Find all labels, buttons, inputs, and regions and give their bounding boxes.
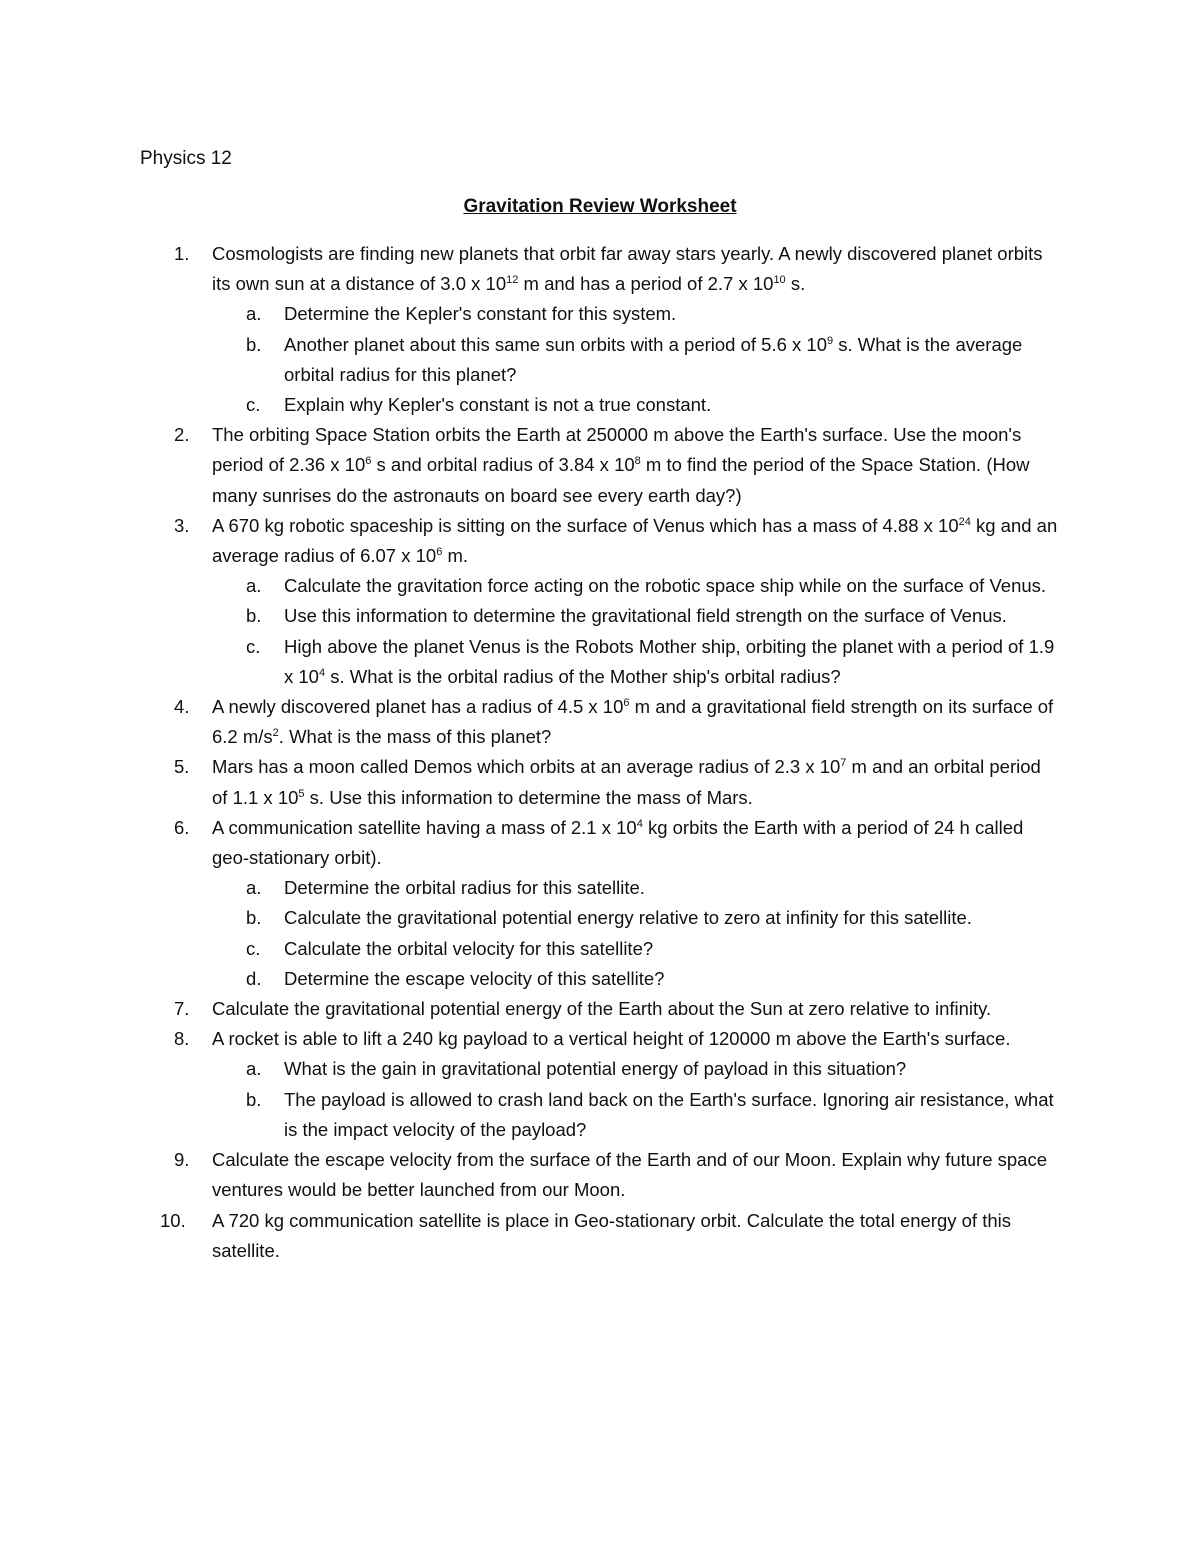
question-item — [140, 752, 1060, 812]
sub-question-text — [284, 632, 1060, 692]
text-run: A 670 kg robotic spaceship is sitting on the surface of Venus which has a mass of 4.88 x 10 — [212, 514, 959, 536]
text-run: kg orbits the Earth with a period of 24 h called geo-stationary orbit). — [212, 816, 1024, 869]
text-run: What is the gain in gravitational potential energy of payload in this situation? — [284, 1058, 907, 1080]
question-item — [140, 1206, 1060, 1266]
sub-question-item — [140, 964, 1060, 994]
text-run: s. — [785, 273, 806, 295]
text-run: A communication satellite having a mass of 2.1 x 10 — [212, 816, 637, 838]
exponent: 2 — [272, 727, 279, 740]
text-run: A rocket is able to lift a 240 kg payload to a vertical height of 120000 m above the Earth's surface. — [212, 1028, 1011, 1050]
text-run: Explain why Kepler's constant is not a true constant. — [284, 394, 712, 416]
sub-question-letter: a. — [246, 575, 262, 597]
question-item — [140, 1024, 1060, 1054]
exponent: 4 — [318, 666, 326, 679]
sub-question-item — [140, 330, 1060, 390]
text-run: Calculate the gravitational potential energy relative to zero at infinity for this satellite. — [284, 907, 972, 929]
text-run: s. What is the orbital radius of the Mother ship's orbital radius? — [325, 665, 841, 687]
text-run: Calculate the gravitation force acting on the robotic space ship while on the surface of Venus. — [284, 575, 1047, 597]
question-text — [212, 239, 1060, 299]
exponent: 6 — [623, 696, 630, 709]
question-text — [212, 420, 1060, 511]
text-run: . What is the mass of this planet? — [278, 726, 552, 748]
sub-question-letter: d. — [246, 967, 262, 989]
text-run: The orbiting Space Station orbits the Earth at 250000 m above the Earth's surface. Use the moon's period of 2.36 x 10 — [212, 424, 1022, 476]
sub-question-item — [140, 873, 1060, 903]
exponent: 9 — [827, 334, 834, 347]
text-run: Cosmologists are finding new planets that orbit far away stars yearly. A newly discovered planet orbits its own sun at a distance of 3.0 x 10 — [212, 243, 1043, 295]
text-run: Mars has a moon called Demos which orbits at an average radius of 2.3 x 10 — [212, 756, 841, 778]
sub-question-text — [284, 299, 1060, 329]
text-run: Calculate the escape velocity from the surface of the Earth and of our Moon. Explain why future space ventures would be better launched from our Moon. — [212, 1149, 1048, 1201]
question-item — [140, 692, 1060, 752]
exponent: 5 — [298, 787, 305, 800]
sub-question-letter: c. — [246, 937, 261, 959]
text-run: Determine the orbital radius for this satellite. — [284, 877, 645, 899]
sub-question-item — [140, 934, 1060, 964]
sub-question-item — [140, 571, 1060, 601]
text-run: s. What is the average orbital radius for this planet? — [284, 333, 1023, 385]
text-run: A 720 kg communication satellite is place in Geo-stationary orbit. Calculate the total energy of this satellite. — [212, 1209, 1012, 1261]
sub-question-letter: b. — [246, 333, 262, 355]
exponent: 4 — [636, 817, 643, 830]
question-item — [140, 511, 1060, 571]
question-item — [140, 994, 1060, 1024]
sub-question-letter: b. — [246, 907, 262, 929]
question-text — [212, 994, 1060, 1024]
question-item — [140, 420, 1060, 511]
exponent: 7 — [840, 757, 847, 770]
sub-question-letter: a. — [246, 877, 262, 899]
question-number: 4. — [174, 696, 190, 718]
text-run: Another planet about this same sun orbits with a period of 5.6 x 10 — [284, 333, 827, 355]
question-item — [140, 1145, 1060, 1205]
question-text — [212, 511, 1060, 571]
text-run: Calculate the gravitational potential energy of the Earth about the Sun at zero relative to infinity. — [212, 998, 992, 1020]
text-run: kg and an average radius of 6.07 x 10 — [212, 514, 1058, 567]
text-run: Use this information to determine the gravitational field strength on the surface of Venus. — [284, 605, 1007, 627]
sub-question-text — [284, 873, 1060, 903]
sub-question-letter: c. — [246, 635, 261, 657]
question-item — [140, 813, 1060, 873]
sub-question-text — [284, 964, 1060, 994]
question-number: 7. — [174, 998, 190, 1020]
exponent: 24 — [958, 515, 971, 528]
text-run: m and an orbital period of 1.1 x 10 — [212, 756, 1041, 808]
text-run: Determine the escape velocity of this satellite? — [284, 967, 665, 989]
sub-question-letter: c. — [246, 394, 261, 416]
sub-question-text — [284, 330, 1060, 390]
sub-question-item — [140, 903, 1060, 933]
sub-question-text — [284, 390, 1060, 420]
text-run: m. — [442, 545, 469, 567]
question-number: 10. — [160, 1209, 186, 1231]
sub-question-item — [140, 632, 1060, 692]
question-number: 2. — [174, 424, 190, 446]
question-text — [212, 1024, 1060, 1054]
sub-question-item — [140, 1085, 1060, 1145]
sub-question-text — [284, 571, 1060, 601]
question-number: 5. — [174, 756, 190, 778]
exponent: 6 — [436, 545, 443, 558]
exponent: 8 — [634, 455, 641, 468]
text-run: m and a gravitational field strength on its surface of 6.2 m/s — [212, 696, 1054, 748]
sub-question-text — [284, 903, 1060, 933]
question-text — [212, 1206, 1060, 1266]
question-number: 6. — [174, 816, 190, 838]
text-run: High above the planet Venus is the Robots Mother ship, orbiting the planet with a period of 1.9 x 10 — [284, 635, 1055, 687]
question-text — [212, 1145, 1060, 1205]
question-list — [140, 239, 1060, 1266]
question-item — [140, 239, 1060, 299]
sub-question-letter: a. — [246, 303, 262, 325]
text-run: Calculate the orbital velocity for this satellite? — [284, 937, 654, 959]
sub-question-text — [284, 1054, 1060, 1084]
sub-question-letter: a. — [246, 1058, 262, 1080]
exponent: 10 — [773, 274, 786, 287]
sub-question-letter: b. — [246, 605, 262, 627]
sub-question-item — [140, 390, 1060, 420]
question-text — [212, 692, 1060, 752]
question-text — [212, 752, 1060, 812]
text-run: A newly discovered planet has a radius of 4.5 x 10 — [212, 696, 624, 718]
worksheet-title: Gravitation Review Worksheet — [463, 196, 737, 217]
course-header: Physics 12 — [140, 148, 232, 169]
question-text — [212, 813, 1060, 873]
question-number: 1. — [174, 243, 190, 264]
exponent: 12 — [506, 274, 519, 287]
sub-question-text — [284, 934, 1060, 964]
question-number: 3. — [174, 514, 190, 536]
sub-question-item — [140, 601, 1060, 631]
text-run: Determine the Kepler's constant for this system. — [284, 303, 677, 325]
sub-question-letter: b. — [246, 1088, 262, 1110]
sub-question-text — [284, 601, 1060, 631]
text-run: m and has a period of 2.7 x 10 — [518, 273, 774, 295]
question-number: 9. — [174, 1149, 190, 1171]
text-run: s and orbital radius of 3.84 x 10 — [371, 454, 635, 476]
text-run: s. Use this information to determine the mass of Mars. — [304, 786, 753, 808]
sub-question-item — [140, 299, 1060, 329]
sub-question-item — [140, 1054, 1060, 1084]
question-number: 8. — [174, 1028, 190, 1050]
text-run: m to find the period of the Space Station. (How many sunrises do the astronauts on board see every earth day?) — [212, 454, 1030, 506]
text-run: The payload is allowed to crash land back on the Earth's surface. Ignoring air resistance, what is the impact velocity of the payload? — [284, 1088, 1054, 1140]
sub-question-text — [284, 1085, 1060, 1145]
exponent: 6 — [365, 455, 372, 468]
